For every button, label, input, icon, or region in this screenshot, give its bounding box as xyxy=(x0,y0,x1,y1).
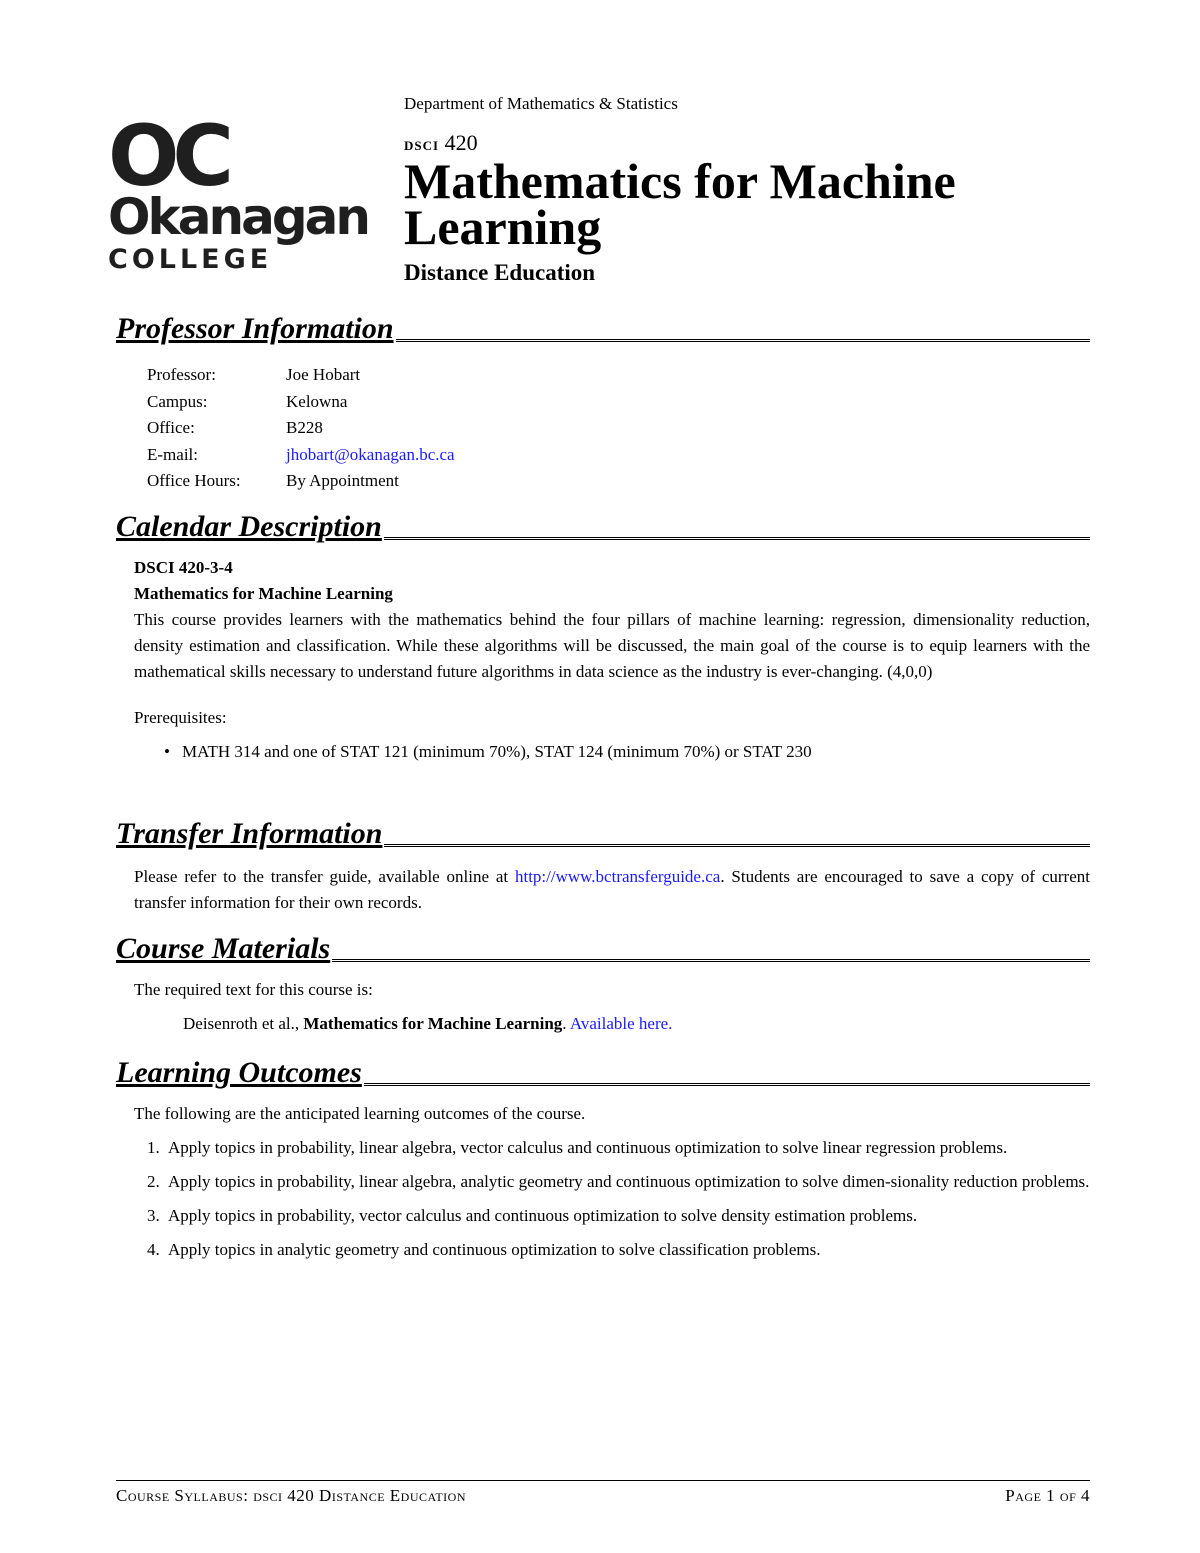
footer-course-label xyxy=(116,1486,466,1506)
section-title: Calendar Description xyxy=(116,510,382,543)
logo-oc-mark: OC xyxy=(108,107,228,205)
section-title: Transfer Information xyxy=(116,817,383,850)
email-row xyxy=(147,442,455,469)
section-title: Course Materials xyxy=(116,932,331,965)
reference-book-title: Mathematics for Machine Learning xyxy=(303,1014,563,1033)
transfer-section xyxy=(116,818,1090,916)
list-item: • MATH 314 and one of STAT 121 (minimum 70%), STAT 124 (minimum 70%) or STAT 230 xyxy=(182,739,1090,765)
section-title: Professor Information xyxy=(116,312,394,345)
calendar-course-title: Mathematics for Machine Learning xyxy=(134,584,393,603)
professor-row xyxy=(147,362,455,389)
course-prefix: dsci xyxy=(404,134,440,154)
transfer-guide-link[interactable]: http://www.bctransferguide.ca xyxy=(514,867,721,886)
professor-table xyxy=(147,362,455,495)
course-number: 420 xyxy=(444,130,478,155)
section-heading xyxy=(116,818,1090,850)
department-name: Department of Mathematics & Statistics xyxy=(404,94,678,113)
row-value: Joe Hobart xyxy=(286,365,361,384)
row-label: Office: xyxy=(147,418,195,437)
section-rule xyxy=(332,955,1090,962)
professor-section xyxy=(116,313,1090,345)
section-title: Learning Outcomes xyxy=(116,1056,362,1089)
email-link[interactable]: jhobart@okanagan.bc.ca xyxy=(286,444,455,464)
row-label: E-mail: xyxy=(147,444,198,464)
section-rule xyxy=(384,840,1090,847)
calendar-code: DSCI 420-3-4 xyxy=(134,558,233,577)
reference-author: Deisenroth et al., xyxy=(183,1014,304,1033)
transfer-text-after: . Students are encouraged to save a copy of current transfer information for their own records. xyxy=(134,867,1090,912)
section-heading xyxy=(116,1057,1090,1089)
materials-intro: The required text for this course is: xyxy=(134,980,373,999)
materials-section xyxy=(116,933,1090,1037)
prerequisites-label: Prerequisites: xyxy=(134,708,227,727)
calendar-section xyxy=(116,511,1090,765)
course-subtitle: Distance Education xyxy=(404,260,596,285)
outcomes-section xyxy=(116,1057,1090,1271)
okanagan-college-logo xyxy=(108,107,374,275)
footer-rest: 420 Distance Education xyxy=(282,1486,466,1505)
reference-separator: . xyxy=(562,1014,570,1033)
office-hours-row xyxy=(147,468,455,495)
logo-college-word: COLLEGE xyxy=(108,244,273,275)
materials-reference xyxy=(116,1011,1090,1037)
row-value: Kelowna xyxy=(286,391,348,411)
footer-page-number: Page 1 of 4 xyxy=(1005,1486,1090,1505)
row-label: Professor: xyxy=(147,365,216,384)
list-item: 4. Apply topics in analytic geometry and continuous optimization to solve classification problems. xyxy=(164,1237,1090,1263)
row-label: Campus: xyxy=(147,391,208,411)
row-label: Office Hours: xyxy=(147,471,241,490)
outcomes-list xyxy=(116,1135,1090,1263)
office-row xyxy=(147,415,455,442)
footer-prefix: Course Syllabus: xyxy=(116,1486,254,1505)
footer-code: dsci xyxy=(253,1486,283,1505)
available-here-link[interactable]: Available here. xyxy=(569,1014,673,1033)
section-heading xyxy=(116,313,1090,345)
row-value: By Appointment xyxy=(286,471,399,490)
list-item: 2. Apply topics in probability, linear algebra, analytic geometry and continuous optimization to solve dimen-sionality reduction problems. xyxy=(164,1169,1090,1195)
transfer-body xyxy=(116,864,1090,916)
prerequisites-list xyxy=(134,739,1090,765)
calendar-description: This course provides learners with the mathematics behind the four pillars of machine learning: regression, dimensionality reduction, density estimation and classification. While these algorithms will be discussed, the main goal of the course is to equip learners with the mathematical skills necessary to understand future algorithms in data science as the industry is ever-changing. (4,0,0) xyxy=(134,610,1090,681)
list-item: 3. Apply topics in probability, vector calculus and continuous optimization to solve density estimation problems. xyxy=(164,1203,1090,1229)
campus-row xyxy=(147,389,455,416)
logo-okanagan-word: Okanagan xyxy=(108,188,368,246)
section-rule xyxy=(364,1079,1090,1086)
calendar-body xyxy=(116,555,1090,765)
footer-rule xyxy=(116,1480,1090,1481)
section-heading xyxy=(116,933,1090,965)
transfer-text-before: Please refer to the transfer guide, available online at xyxy=(134,867,515,886)
section-heading xyxy=(116,511,1090,543)
row-value: B228 xyxy=(286,418,323,437)
list-item: 1. Apply topics in probability, linear algebra, vector calculus and continuous optimization to solve linear regression problems. xyxy=(164,1135,1090,1161)
course-title: Mathematics for Machine Learning xyxy=(404,153,956,255)
outcomes-intro: The following are the anticipated learning outcomes of the course. xyxy=(134,1104,586,1123)
section-rule xyxy=(384,533,1090,540)
section-rule xyxy=(396,335,1090,342)
